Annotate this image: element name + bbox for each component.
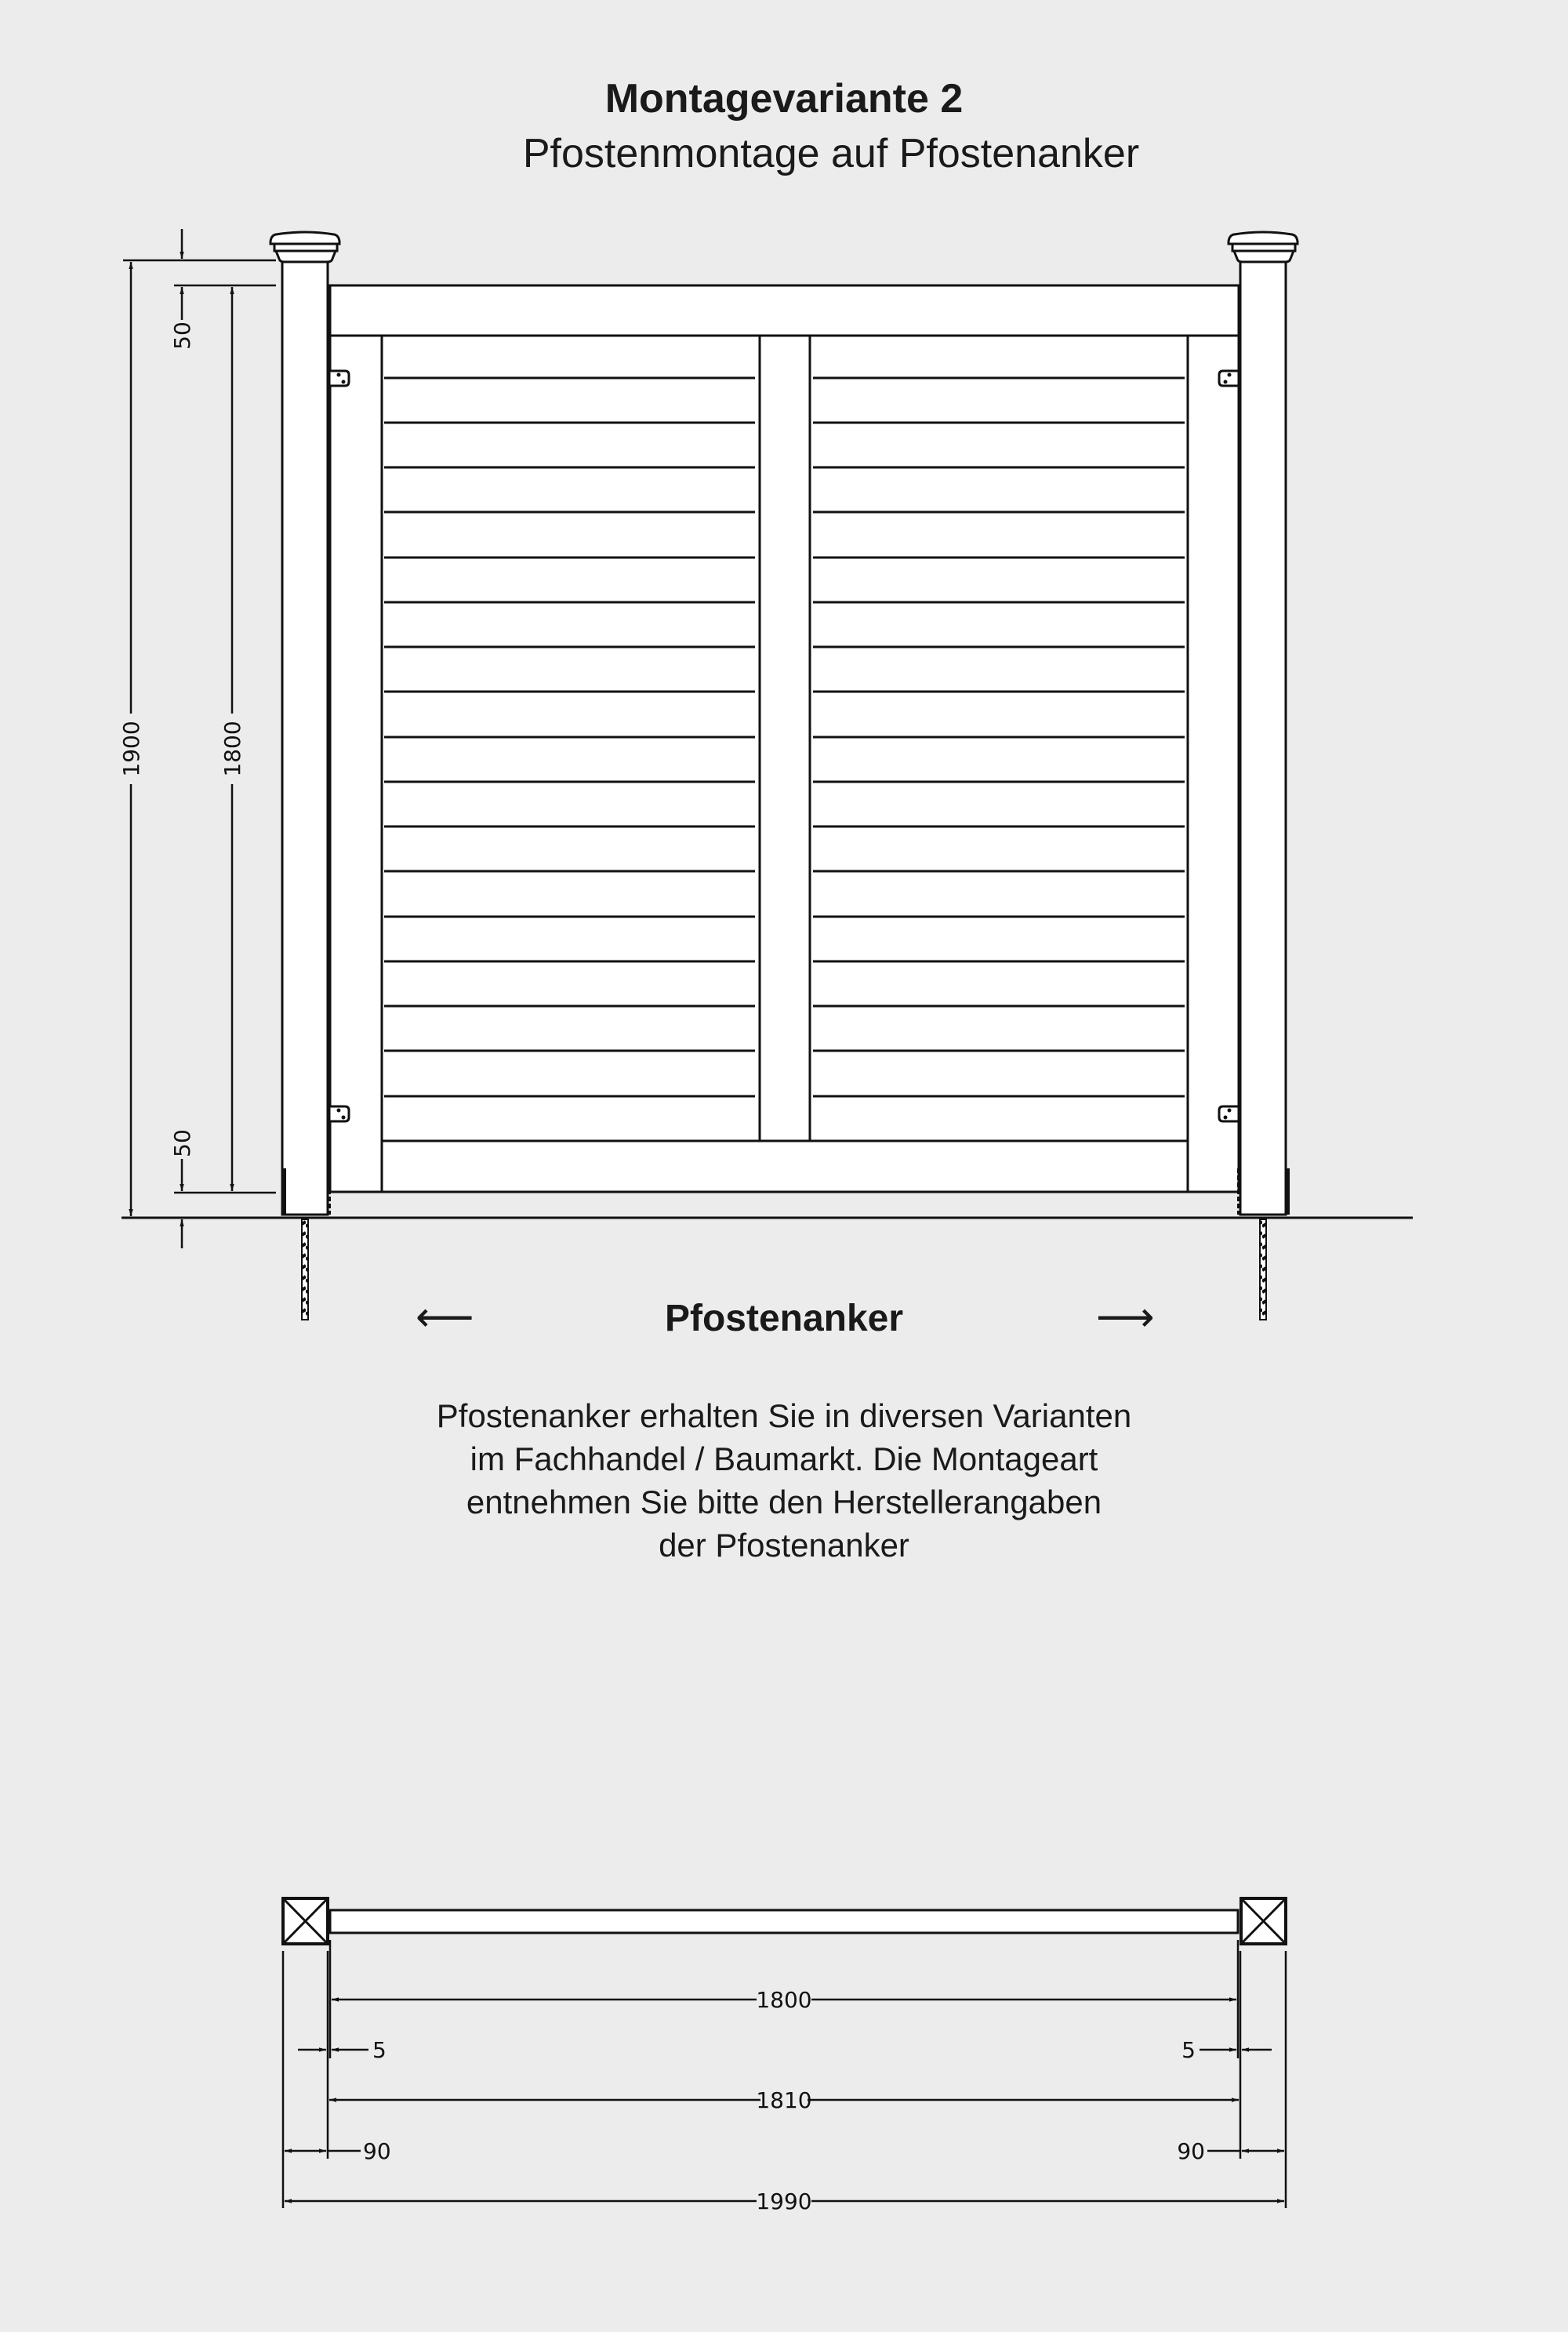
dim-post-left: 90	[363, 2138, 391, 2164]
gate-bottom-rail	[382, 1141, 1188, 1192]
vertical-dimensions	[123, 229, 276, 1248]
dim-1800: 1800	[220, 721, 245, 777]
plan-extension-lines	[283, 1940, 1286, 2208]
dim-opening-width: 1810	[756, 2087, 812, 2113]
vertical-dimension-labels	[118, 321, 245, 1157]
gate-top-rail	[330, 285, 1239, 336]
page-subtitle: Pfostenmontage auf Pfostenanker	[522, 131, 1140, 176]
anchor-note	[0, 1394, 1568, 1567]
dim-post-right: 90	[1177, 2138, 1205, 2164]
note-line: Pfostenanker erhalten Sie in diversen Varianten	[436, 1397, 1132, 1434]
arrow-left-icon: ⟵	[416, 1295, 474, 1340]
dim-total-width: 1990	[756, 2189, 812, 2214]
anchor-label: Pfostenanker	[664, 1298, 904, 1339]
dim-50-top: 50	[169, 321, 195, 350]
arrow-right-icon: ⟶	[1096, 1295, 1155, 1340]
dim-gate-width: 1800	[756, 1987, 812, 2013]
note-line: im Fachhandel / Baumarkt. Die Montageart	[470, 1440, 1098, 1477]
dim-gap-left: 5	[372, 2037, 387, 2063]
dim-1900: 1900	[118, 721, 144, 777]
plan-gate-rail	[330, 1910, 1238, 1933]
note-line: entnehmen Sie bitte den Herstellerangaben	[466, 1484, 1102, 1520]
page-title: Montagevariante 2	[604, 76, 964, 122]
plan-view	[283, 1898, 1286, 1944]
note-line: der Pfostenanker	[659, 1527, 909, 1564]
dim-50-bottom: 50	[169, 1129, 195, 1157]
dim-gap-right: 5	[1181, 2037, 1196, 2063]
